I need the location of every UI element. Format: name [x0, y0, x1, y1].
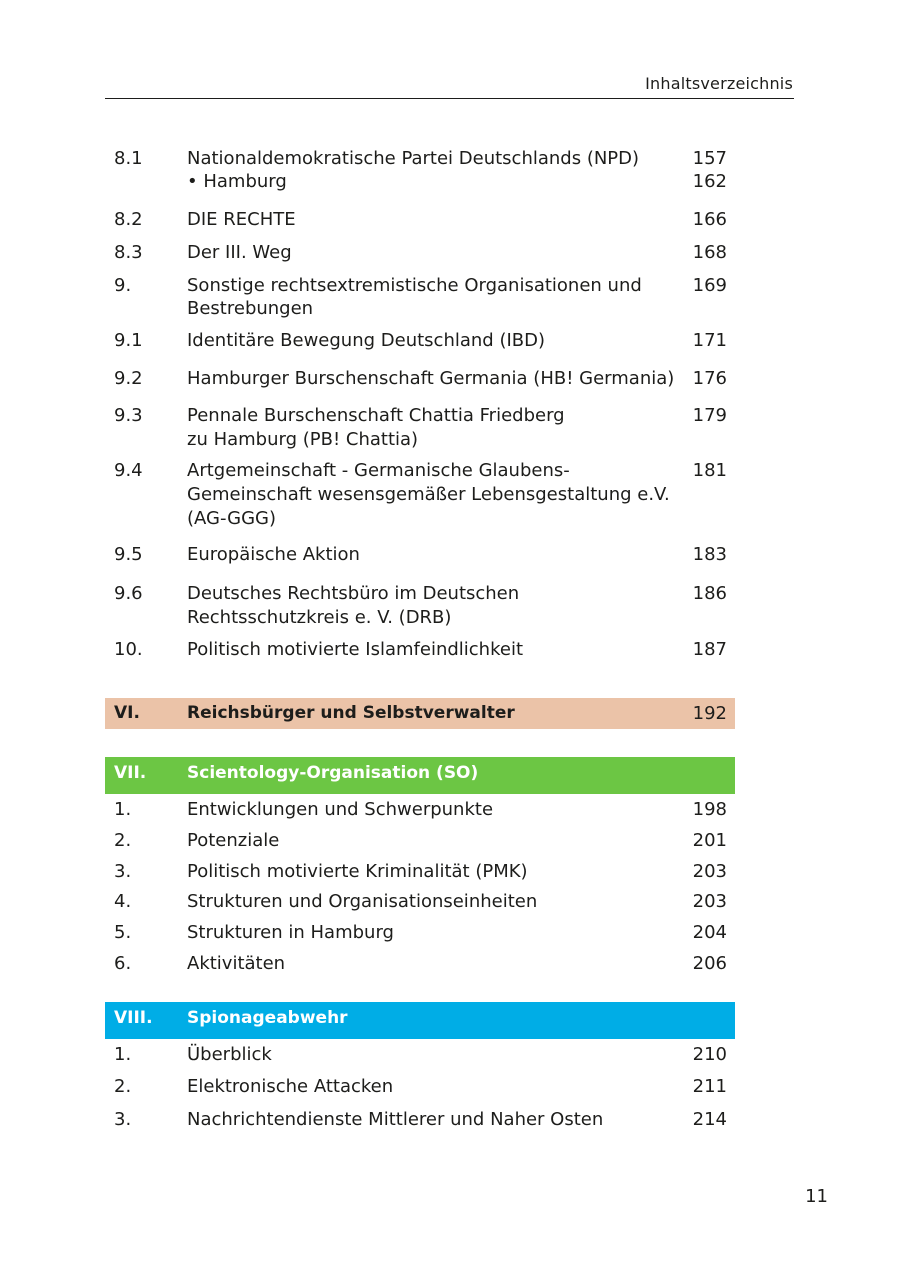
entry-title-line: Sonstige rechtsextremistische Organisationen und [187, 275, 642, 296]
entry-page: 206 [692, 953, 727, 974]
entry-number: 5. [114, 922, 132, 943]
entry-title: Hamburger Burschenschaft Germania (HB! Germania) [187, 368, 675, 389]
entry-title: Entwicklungen und Schwerpunkte [187, 799, 494, 820]
entry-number: 9.2 [114, 368, 143, 389]
entry-number: 8.2 [114, 209, 143, 230]
section-heading-vi[interactable] [105, 698, 735, 729]
entry-title-line: Gemeinschaft wesensgemäßer Lebensgestaltung e.V. [187, 484, 670, 505]
entry-title: Überblick [187, 1044, 272, 1065]
entry-title: Potenziale [187, 830, 280, 851]
section-number: VIII. [114, 1008, 153, 1028]
page-number: 11 [805, 1186, 828, 1207]
entry-number: 9.6 [114, 583, 143, 604]
entry-title-line: Rechtsschutzkreis e. V. (DRB) [187, 607, 452, 628]
entry-number: 9.1 [114, 330, 143, 351]
section-title: Reichsbürger und Selbstverwalter [187, 703, 515, 723]
entry-title: Strukturen in Hamburg [187, 922, 394, 943]
entry-number: 2. [114, 830, 132, 851]
entry-page: 166 [692, 209, 727, 230]
entry-page: 181 [692, 460, 727, 481]
entry-page: 187 [692, 639, 727, 660]
entry-number: 1. [114, 1044, 132, 1065]
entry-number: 8.3 [114, 242, 143, 263]
toc-entry[interactable] [105, 582, 735, 628]
entry-title: Elektronische Attacken [187, 1076, 394, 1097]
entry-title: Politisch motivierte Kriminalität (PMK) [187, 861, 528, 882]
entry-page: 183 [692, 544, 727, 565]
entry-number: 1. [114, 799, 132, 820]
entry-page: 198 [692, 799, 727, 820]
entry-page: 203 [692, 891, 727, 912]
entry-number: 3. [114, 861, 132, 882]
entry-title-line: (AG-GGG) [187, 508, 276, 529]
entry-title: Der III. Weg [187, 242, 292, 263]
section-number: VII. [114, 763, 147, 783]
entry-page: 203 [692, 861, 727, 882]
entry-title: • Hamburg [187, 171, 287, 192]
entry-title-line: Deutsches Rechtsbüro im Deutschen [187, 583, 520, 604]
entry-page: 204 [692, 922, 727, 943]
entry-page: 201 [692, 830, 727, 851]
entry-title: Europäische Aktion [187, 544, 360, 565]
toc-entry[interactable] [105, 404, 735, 450]
entry-page: 176 [692, 368, 727, 389]
running-header-title: Inhaltsverzeichnis [645, 74, 793, 93]
entry-title: Aktivitäten [187, 953, 286, 974]
entry-title-line: zu Hamburg (PB! Chattia) [187, 429, 419, 450]
header-rule [105, 98, 794, 99]
entry-page: 169 [692, 275, 727, 296]
section-title: Scientology-Organisation (SO) [187, 763, 479, 783]
entry-title: Identitäre Bewegung Deutschland (IBD) [187, 330, 546, 351]
entry-title: Nachrichtendienste Mittlerer und Naher Osten [187, 1109, 604, 1130]
entry-page: 171 [692, 330, 727, 351]
entry-number: 9. [114, 275, 132, 296]
entry-number: 9.4 [114, 460, 143, 481]
entry-page: 168 [692, 242, 727, 263]
entry-title-line: Bestrebungen [187, 298, 314, 319]
entry-number: 6. [114, 953, 132, 974]
entry-page: 162 [692, 171, 727, 192]
entry-title: Strukturen und Organisationseinheiten [187, 891, 538, 912]
entry-number: 3. [114, 1109, 132, 1130]
entry-title-line: Pennale Burschenschaft Chattia Friedberg [187, 405, 565, 426]
entry-title: DIE RECHTE [187, 209, 296, 230]
entry-number: 8.1 [114, 148, 143, 169]
section-number: VI. [114, 703, 140, 723]
entry-page: 210 [692, 1044, 727, 1065]
entry-number: 9.3 [114, 405, 143, 426]
section-title: Spionageabwehr [187, 1008, 348, 1028]
entry-title: Nationaldemokratische Partei Deutschlands (NPD) [187, 148, 640, 169]
entry-page: 211 [692, 1076, 727, 1097]
toc-entry[interactable] [105, 459, 735, 529]
entry-page: 214 [692, 1109, 727, 1130]
entry-title-line: Artgemeinschaft - Germanische Glaubens- [187, 460, 570, 481]
section-page: 192 [692, 703, 727, 724]
entry-page: 186 [692, 583, 727, 604]
entry-number: 2. [114, 1076, 132, 1097]
section-heading-viii[interactable] [105, 1002, 735, 1039]
entry-number: 4. [114, 891, 132, 912]
entry-number: 9.5 [114, 544, 143, 565]
entry-page: 179 [692, 405, 727, 426]
entry-page: 157 [692, 148, 727, 169]
entry-number: 10. [114, 639, 143, 660]
entry-title: Politisch motivierte Islamfeindlichkeit [187, 639, 523, 660]
section-heading-vii[interactable] [105, 757, 735, 794]
toc-entry[interactable] [105, 274, 735, 320]
